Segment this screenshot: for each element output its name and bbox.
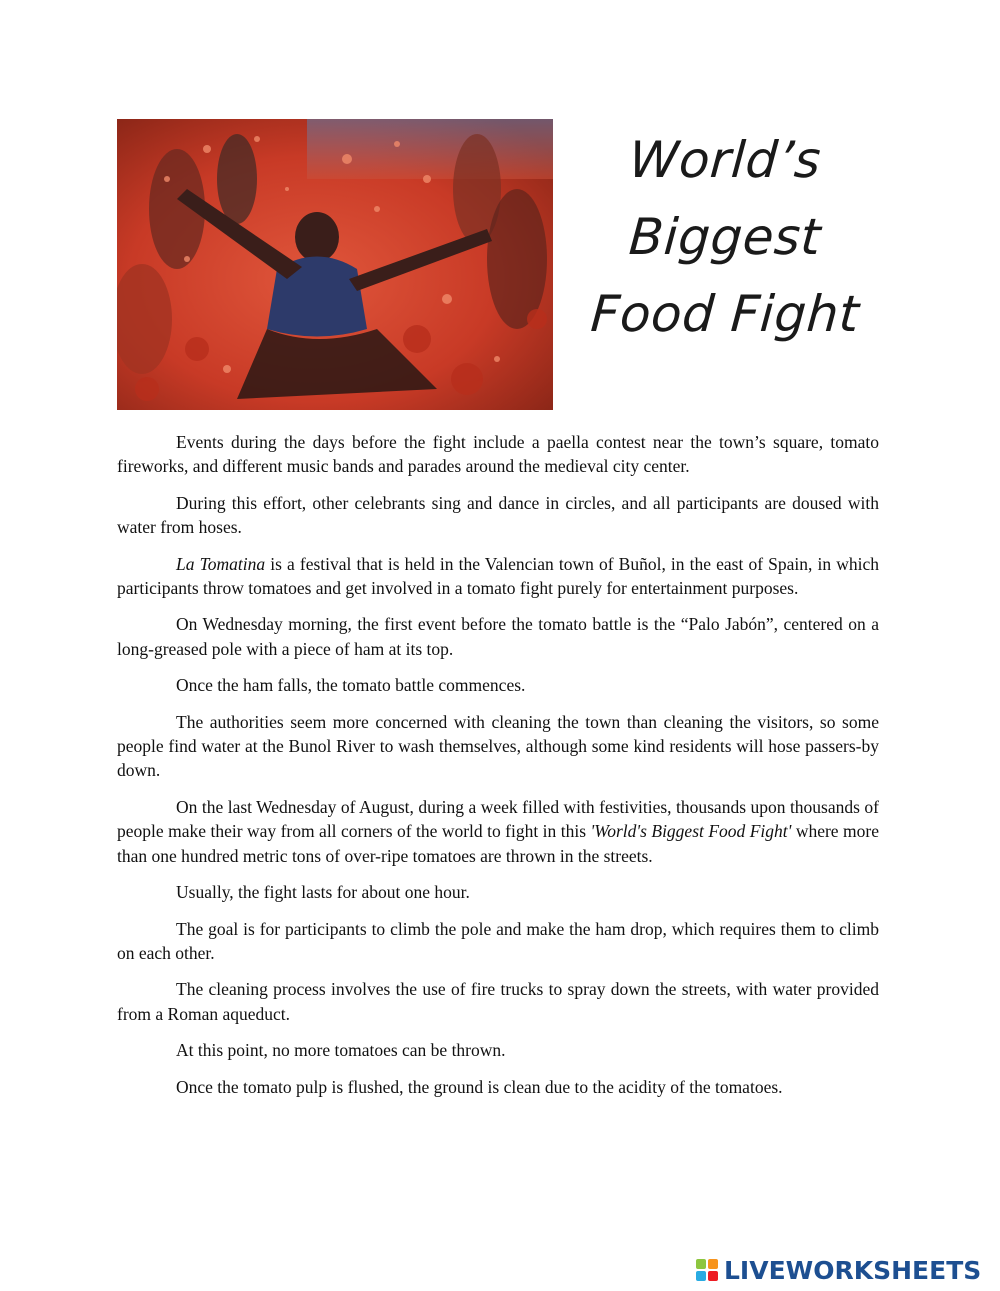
page-title — [570, 122, 880, 353]
tomato-fight-photo-icon — [117, 119, 553, 410]
article-body — [117, 430, 879, 1111]
paragraph: At this point, no more tomatoes can be thrown. — [176, 1040, 506, 1061]
paragraph: Usually, the fight lasts for about one hour. — [176, 882, 470, 903]
logo-text: LIVEWORKSHEETS — [724, 1255, 982, 1285]
title-line-2: Biggest — [627, 208, 823, 266]
paragraph: La Tomatina is a festival that is held in the Valencian town of Buñol, in the east of Spain, in which participants throw tomatoes and get involved in a tomato fight purely for entertainment purposes. — [117, 553, 879, 599]
paragraph: The authorities seem more concerned with cleaning the town than cleaning the visitors, so some people find water at the Bunol River to wash themselves, although some kind residents will hose passers-by down. — [117, 711, 879, 781]
paragraph: Once the ham falls, the tomato battle commences. — [176, 675, 526, 696]
logo-tile — [708, 1271, 718, 1281]
festival-name: La Tomatina — [176, 553, 266, 574]
logo-tiles-icon — [696, 1259, 718, 1281]
festival-photo — [117, 119, 553, 410]
paragraph: On Wednesday morning, the first event before the tomato battle is the “Palo Jabón”, centered on a long-greased pole with a piece of ham at its top. — [117, 614, 879, 659]
paragraph: The cleaning process involves the use of fire trucks to spray down the streets, with water provided from a Roman aqueduct. — [117, 979, 879, 1024]
paragraph: Once the tomato pulp is flushed, the ground is clean due to the acidity of the tomatoes. — [176, 1076, 783, 1097]
logo-tile — [696, 1259, 706, 1269]
logo-tile — [696, 1271, 706, 1281]
logo-tile — [708, 1259, 718, 1269]
title-line-1: World’s — [627, 131, 823, 189]
paragraph: Events during the days before the fight include a paella contest near the town’s square, tomato fireworks, and different music bands and parades around the medieval city center. — [117, 432, 879, 477]
paragraph: The goal is for participants to climb the pole and make the ham drop, which requires them to climb on each other. — [117, 918, 879, 963]
quoted-title: 'World's Biggest Food Fight' — [590, 821, 792, 842]
title-line-3: Food Fight — [588, 285, 862, 343]
paragraph: On the last Wednesday of August, during a week filled with festivities, thousands upon thousands of people make their way from all corners of the world to fight in this 'World's Biggest Food Fight' where more than one hundred metric tons of over-ripe tomatoes are thrown in the streets. — [117, 796, 879, 866]
paragraph: During this effort, other celebrants sing and dance in circles, and all participants are doused with water from hoses. — [117, 492, 879, 538]
liveworksheets-logo[interactable] — [696, 1255, 981, 1285]
